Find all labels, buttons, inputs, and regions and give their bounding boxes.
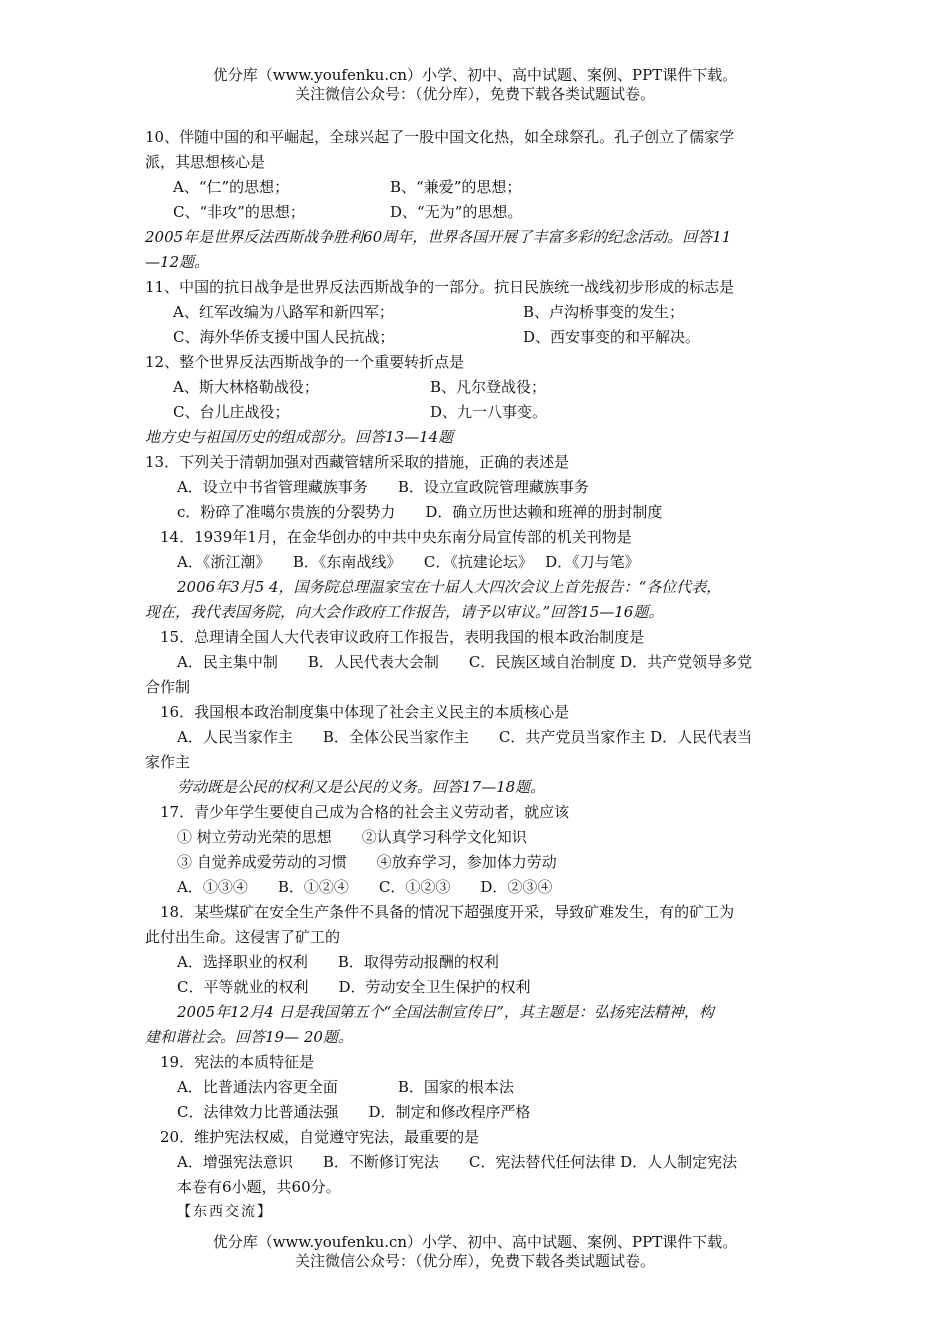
q16-options-cont: 家作主 (145, 753, 191, 771)
q12-option-d: D、九一八事变。 (430, 403, 548, 421)
q11-stem: 11、中国的抗日战争是世界反法西斯战争的一部分。抗日民族统一战线初步形成的标志是 (145, 278, 735, 296)
q10-option-d: D、“无为”的思想。 (390, 203, 523, 221)
intro-13-14: 地方史与祖国历史的组成部分。回答13—14题 (145, 428, 454, 446)
q12-option-b: B、凡尔登战役； (430, 378, 547, 396)
q17-items-12: ① 树立劳动光荣的思想 ②认真学习科学文化知识 (177, 828, 527, 846)
intro-11-12-cont: —12题。 (145, 253, 210, 271)
q16-options: A．人民当家作主 B．全体公民当家作主 C．共产党员当家作主 D．人民代表当 (177, 728, 753, 746)
q15-options: A．民主集中制 B．人民代表大会制 C．民族区域自治制度 D．共产党领导多党 (177, 653, 753, 671)
page-footer (0, 1233, 950, 1271)
footer-line-1: 优分库（www.youfenku.cn）小学、初中、高中试题、案例、PPT课件下载。 (212, 1233, 738, 1251)
q11-option-a: A、红军改编为八路军和新四军； (173, 303, 394, 321)
q19-options-ab: A．比普通法内容更全面 B．国家的根本法 (177, 1078, 514, 1096)
q17-stem: 17．青少年学生要使自己成为合格的社会主义劳动者，就应该 (160, 803, 570, 821)
intro-15-16: 2006年3月5 4，国务院总理温家宝在十届人大四次会议上首先报告：“各位代表， (177, 578, 722, 596)
q14-stem: 14．1939年1月，在金华创办的中共中央东南分局宣传部的机关刊物是 (160, 528, 632, 546)
intro-19-20: 2005年12月4 日是我国第五个“全国法制宣传日”，其主题是：弘扬宪法精神，构 (177, 1003, 714, 1021)
intro-11-12: 2005年是世界反法西斯战争胜利60周年，世界各国开展了丰富多彩的纪念活动。回答11 (145, 228, 732, 246)
q12-option-c: C、台儿庄战役； (173, 403, 290, 421)
q17-items-34: ③ 自觉养成爱劳动的习惯 ④放弃学习，参加体力劳动 (177, 853, 557, 871)
q19-options-cd: C．法律效力比普通法强 D．制定和修改程序严格 (177, 1103, 531, 1121)
q18-stem-cont: 此付出生命。这侵害了矿工的 (145, 928, 341, 946)
q11-option-d: D、西安事变的和平解决。 (523, 328, 701, 346)
q18-options-cd: C．平等就业的权利 D．劳动安全卫生保护的权利 (177, 978, 531, 996)
q12-option-a: A、斯大林格勒战役； (173, 378, 319, 396)
q13-options-cd: c．粉碎了准噶尔贵族的分裂势力 D．确立历世达赖和班禅的册封制度 (177, 503, 663, 521)
footer-line-2: 关注微信公众号：（优分库），免费下载各类试题试卷。 (294, 1252, 655, 1270)
intro-15-16-cont: 现在，我代表国务院，向大会作政府工作报告，请予以审议。”回答15—16题。 (145, 603, 664, 621)
section-tag: 【东西交流】 (177, 1204, 273, 1220)
q18-stem: 18．某些煤矿在安全生产条件不具备的情况下超强度开采，导致矿难发生，有的矿工为 (160, 903, 735, 921)
q16-stem: 16．我国根本政治制度集中体现了社会主义民主的本质核心是 (160, 703, 570, 721)
header-line-1: 优分库（www.youfenku.cn）小学、初中、高中试题、案例、PPT课件下载。 (212, 66, 738, 84)
q14-options: A．《浙江潮》 B．《东南战线》 C．《抗建论坛》 D．《刀与笔》 (177, 553, 640, 571)
q18-options-ab: A．选择职业的权利 B．取得劳动报酬的权利 (177, 953, 499, 971)
header-line-2: 关注微信公众号：（优分库），免费下载各类试题试卷。 (294, 85, 655, 103)
q11-option-b: B、卢沟桥事变的发生； (523, 303, 685, 321)
q20-options: A．增强宪法意识 B．不断修订宪法 C．宪法替代任何法律 D．人人制定宪法 (177, 1153, 738, 1171)
q10-option-b: B、“兼爱”的思想； (390, 178, 522, 196)
q13-stem: 13．下列关于清朝加强对西藏管辖所采取的措施，正确的表述是 (145, 453, 570, 471)
q10-stem-cont: 派，其思想核心是 (145, 153, 266, 171)
page-header (0, 66, 950, 104)
q10-stem: 10、伴随中国的和平崛起，全球兴起了一股中国文化热，如全球祭孔。孔子创立了儒家学 (145, 128, 735, 146)
q15-stem: 15．总理请全国人大代表审议政府工作报告，表明我国的根本政治制度是 (160, 628, 645, 646)
q11-option-c: C、海外华侨支援中国人民抗战； (173, 328, 395, 346)
q13-options-ab: A．设立中书省管理藏族事务 B．设立宣政院管理藏族事务 (177, 478, 589, 496)
q10-option-c: C、“非攻”的思想； (173, 203, 305, 221)
intro-19-20-cont: 建和谐社会。回答19— 20题。 (145, 1028, 353, 1046)
q12-stem: 12、整个世界反法西斯战争的一个重要转折点是 (145, 353, 465, 371)
intro-17-18: 劳动既是公民的权利又是公民的义务。回答17—18题。 (177, 778, 546, 796)
q10-option-a: A、“仁”的思想； (173, 178, 290, 196)
q17-options: A．①③④ B．①②④ C．①②③ D．②③④ (177, 878, 553, 896)
q20-stem: 20．维护宪法权威，自觉遵守宪法，最重要的是 (160, 1128, 480, 1146)
q19-stem: 19．宪法的本质特征是 (160, 1053, 315, 1071)
section-note: 本卷有6小题，共60分。 (177, 1178, 341, 1196)
q15-options-cont: 合作制 (145, 678, 191, 696)
